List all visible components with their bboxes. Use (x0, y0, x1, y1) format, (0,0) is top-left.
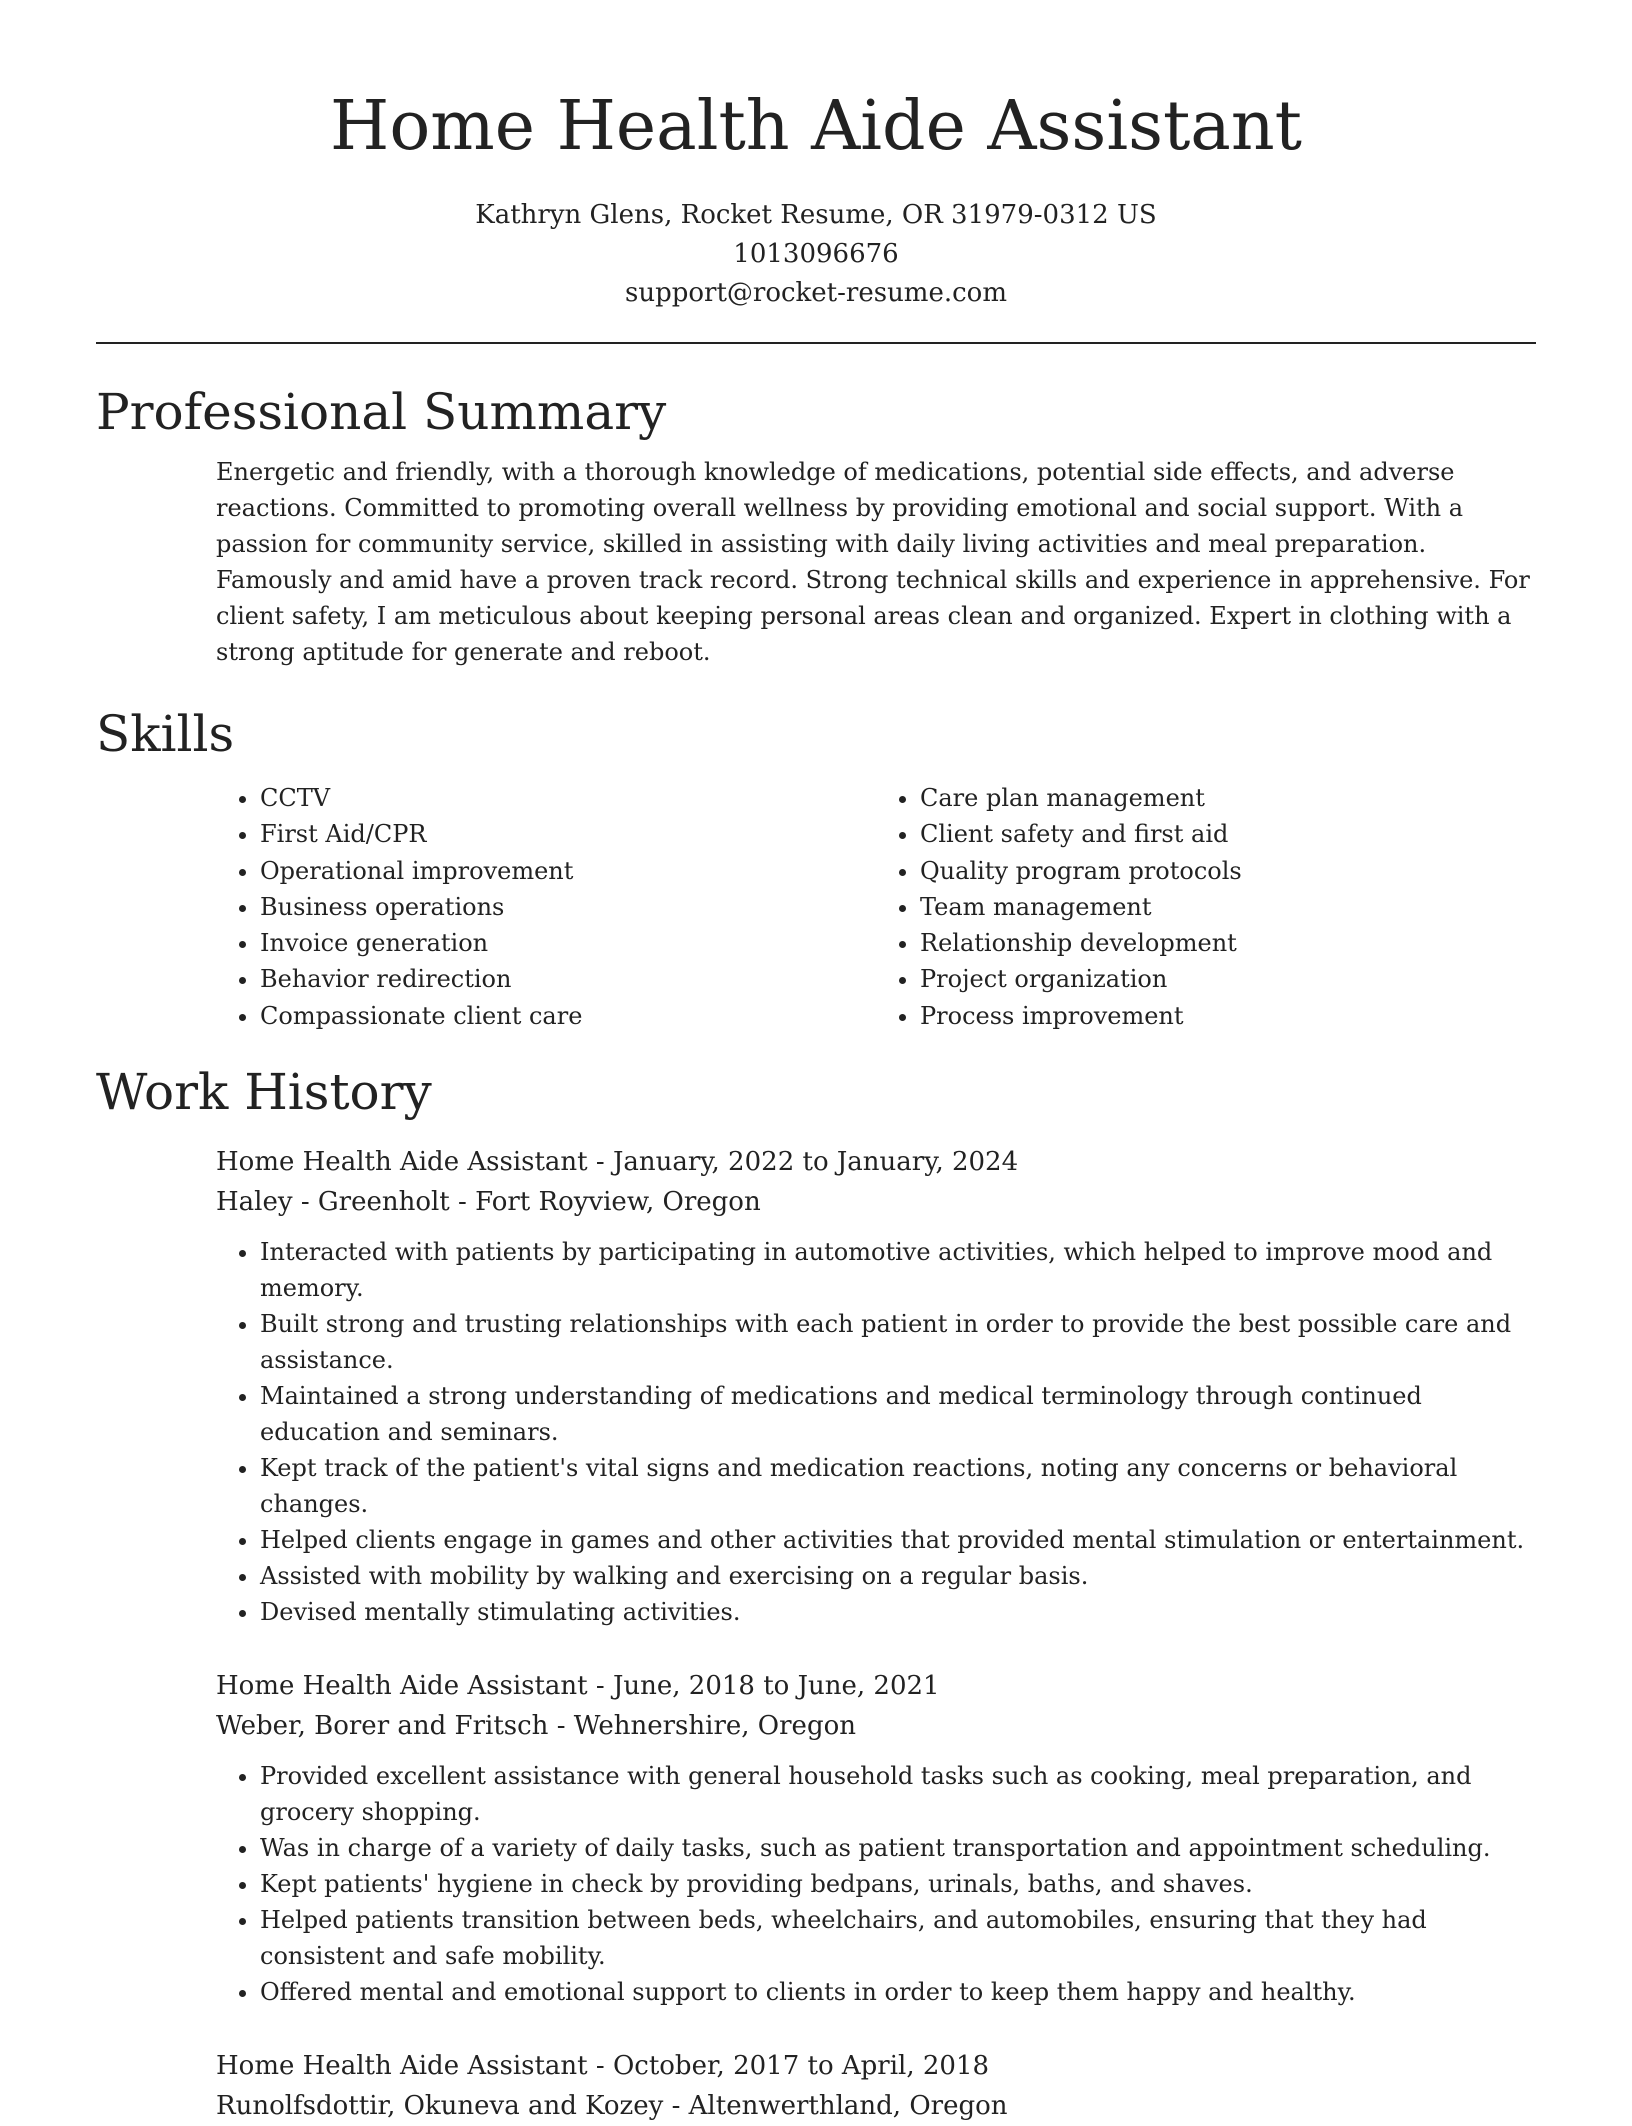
job-bullet: • Helped clients engage in games and other activities that provided mental stimulation or entertainment. (260, 1522, 1536, 1558)
summary-heading: Professional Summary (96, 383, 667, 441)
skills-list-left (216, 780, 876, 1034)
skill-item: • CCTV (260, 780, 876, 816)
work-history-section (96, 1062, 1536, 2126)
job-bullet: • Assisted with mobility by walking and exercising on a regular basis. (260, 1558, 1536, 1594)
job-bullet: • Was in charge of a variety of daily tasks, such as patient transportation and appointment scheduling. (260, 1830, 1536, 1866)
skills-section (96, 704, 1536, 1034)
work-history-heading: Work History (96, 1063, 432, 1121)
job-company: Runolfsdottir, Okuneva and Kozey (216, 2091, 664, 2121)
job-entry (216, 1666, 1536, 2010)
job-bullet: • Interacted with patients by participating in automotive activities, which helped to improve mood and memory. (260, 1234, 1536, 1306)
skill-item: • Project organization (920, 961, 1536, 997)
skill-item: • Process improvement (920, 998, 1536, 1034)
skill-item: • Behavior redirection (260, 961, 876, 997)
job-spacer (96, 2010, 1536, 2046)
job-bullet: • Helped patients transition between beds, wheelchairs, and automobiles, ensuring that they had consistent and safe mobility. (260, 1902, 1536, 1974)
job-location: Wehnershire, Oregon (573, 1711, 856, 1741)
job-dates: October, 2017 to April, 2018 (612, 2051, 990, 2081)
skill-item: • Business operations (260, 889, 876, 925)
candidate-name: Home Health Aide Assistant (330, 87, 1302, 166)
job-location: Fort Royview, Oregon (475, 1187, 761, 1217)
skill-item: • Care plan management (920, 780, 1536, 816)
summary-section (96, 382, 1536, 670)
contact-phone: 1013096676 (733, 239, 899, 269)
job-entry (216, 1142, 1536, 1630)
job-title-line: Home Health Aide Assistant - January, 2022 to January, 2024 (216, 1147, 1019, 1177)
skills-heading: Skills (96, 705, 235, 763)
job-title: Home Health Aide Assistant (216, 1147, 588, 1177)
job-bullet: • Built strong and trusting relationships with each patient in order to provide the best possible care and assistance. (260, 1306, 1536, 1378)
job-company-line: Weber, Borer and Fritsch - Wehnershire, Oregon (216, 1711, 856, 1741)
job-location: Altenwerthland, Oregon (688, 2091, 1008, 2121)
skills-grid (216, 780, 1536, 1034)
job-dates: June, 2018 to June, 2021 (612, 1671, 940, 1701)
job-spacer (96, 1630, 1536, 1666)
skill-item: • Operational improvement (260, 853, 876, 889)
skill-item: • Compassionate client care (260, 998, 876, 1034)
skill-item: • Relationship development (920, 925, 1536, 961)
job-bullet: • Maintained a strong understanding of medications and medical terminology through continued education and seminars. (260, 1378, 1536, 1450)
skill-item: • Client safety and first aid (920, 816, 1536, 852)
job-company: Weber, Borer and Fritsch (216, 1711, 549, 1741)
job-title-line: Home Health Aide Assistant - June, 2018 to June, 2021 (216, 1671, 940, 1701)
job-company-line: Haley - Greenholt - Fort Royview, Oregon (216, 1187, 761, 1217)
job-company: Haley - Greenholt (216, 1187, 450, 1217)
job-title: Home Health Aide Assistant (216, 1671, 588, 1701)
header-divider (96, 342, 1536, 344)
summary-text: Energetic and friendly, with a thorough knowledge of medications, potential side effects, and adverse reactions. Committed to promoting overall wellness by providing emotional and social support. With a passion for community service, skilled in assisting with daily living activities and meal preparation. Famously and amid have a proven track record. Strong technical skills and experience in apprehensive. For client safety, I am meticulous about keeping personal areas clean and organized. Expert in clothing with a strong aptitude for generate and reboot. (216, 458, 1530, 666)
job-company-line: Runolfsdottir, Okuneva and Kozey - Altenwerthland, Oregon (216, 2091, 1008, 2121)
contact-email: support@rocket-resume.com (624, 278, 1007, 308)
contact-block (0, 196, 1632, 313)
job-bullet: • Kept track of the patient's vital signs and medication reactions, noting any concerns or behavioral changes. (260, 1450, 1536, 1522)
job-dates: January, 2022 to January, 2024 (612, 1147, 1019, 1177)
skill-item: • Quality program protocols (920, 853, 1536, 889)
skills-list-right (876, 780, 1536, 1034)
job-bullets (216, 1758, 1536, 2010)
job-bullet: • Devised mentally stimulating activities. (260, 1594, 1536, 1630)
skill-item: • First Aid/CPR (260, 816, 876, 852)
job-entry (216, 2046, 1536, 2126)
job-bullets (216, 1234, 1536, 1630)
job-title: Home Health Aide Assistant (216, 2051, 588, 2081)
job-bullet: • Kept patients' hygiene in check by providing bedpans, urinals, baths, and shaves. (260, 1866, 1536, 1902)
resume-header (0, 0, 1632, 313)
job-bullet: • Offered mental and emotional support to clients in order to keep them happy and healthy. (260, 1974, 1536, 2010)
skill-item: • Invoice generation (260, 925, 876, 961)
job-title-line: Home Health Aide Assistant - October, 2017 to April, 2018 (216, 2051, 990, 2081)
job-bullet: • Provided excellent assistance with general household tasks such as cooking, meal preparation, and grocery shopping. (260, 1758, 1536, 1830)
skill-item: • Team management (920, 889, 1536, 925)
contact-address: Kathryn Glens, Rocket Resume, OR 31979-0312 US (475, 200, 1157, 230)
